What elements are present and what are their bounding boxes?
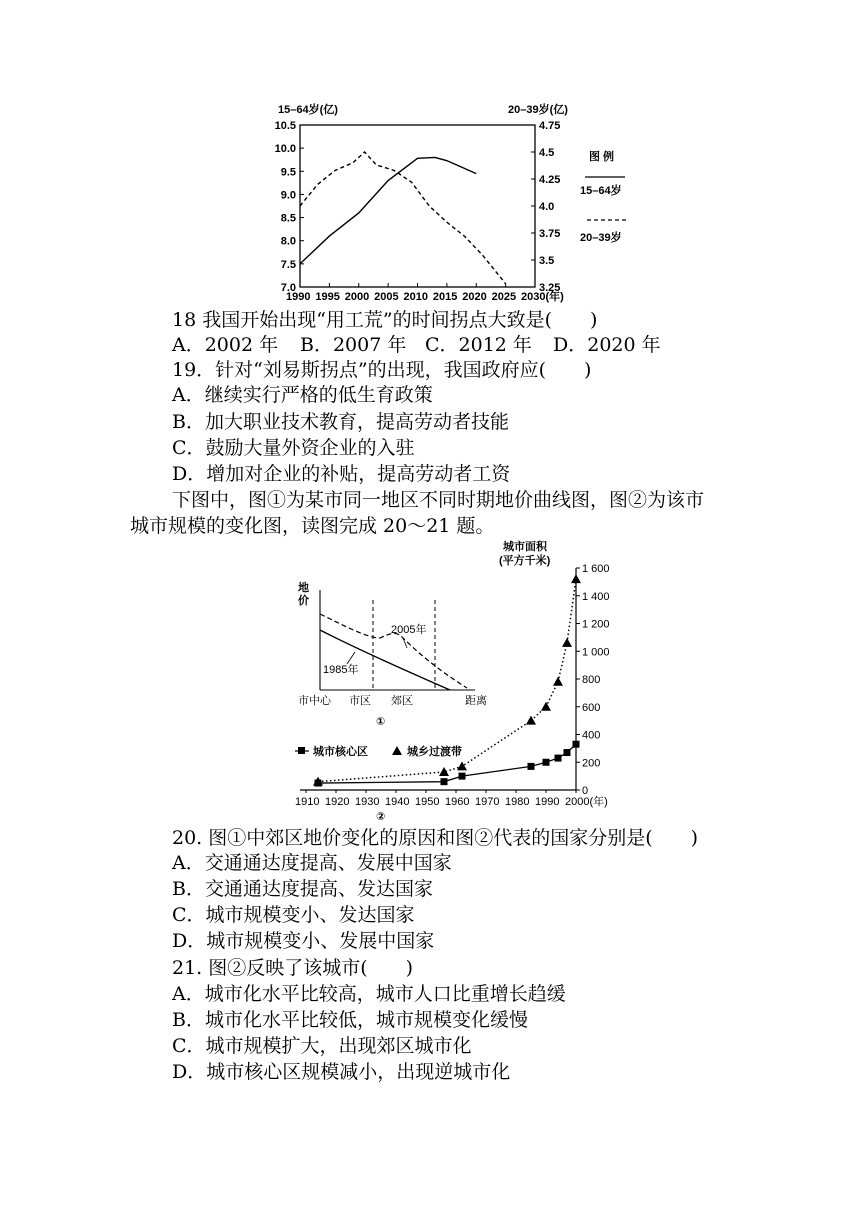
transition-point [541,702,551,711]
inset-y-label-2: 价 [298,595,309,607]
legend-core-label: 城市核心区 [313,746,368,758]
left-tick-label: 7.5 [280,258,296,271]
left-tick-label: 10.5 [274,120,296,132]
q18-options [172,333,661,357]
left-tick-label: 8.5 [280,212,296,225]
right-tick-label: 3.5 [539,255,555,267]
x-tick-label: 2020 [462,291,487,303]
core-point [555,755,562,762]
q19-option-b[interactable]: B．加大职业技术教育，提高劳动者技能 [172,411,509,433]
inset-x-label-center: 市中心 [298,695,331,707]
inset-y-label-1: 地 [298,582,309,594]
q20-stem: 20. 图①中郊区地价变化的原因和图②代表的国家分别是( ) [172,827,699,849]
series-15-64-line [300,157,476,263]
core-point [573,741,580,748]
y-tick-label: 1 200 [582,618,610,631]
q20-option-c[interactable]: C．城市规模变小、发达国家 [172,904,415,926]
y-tick-label: 400 [582,729,601,742]
inset-curve-1985 [320,630,450,690]
q21-stem: 21. 图②反映了该城市( ) [172,957,414,979]
y-tick-label: 200 [582,757,601,770]
x-tick-label: 1910 [295,796,320,808]
y-tick-label: 1 600 [582,563,610,575]
q21-option-c[interactable]: C．城市规模扩大，出现郊区城市化 [172,1035,472,1057]
inset-x-label-suburb: 郊区 [391,695,413,707]
y-tick-label: 1 400 [582,590,610,603]
left-tick-label: 7.0 [280,282,296,294]
left-axis-label: 15–64岁(亿) [278,104,338,116]
transition-point [457,761,467,770]
right-axis-label: 20–39岁(亿) [508,104,568,116]
y-tick-label: 1 000 [582,646,610,659]
y-tick-label: 800 [582,674,601,686]
q19-option-c[interactable]: C．鼓励大量外资企业的入驻 [172,437,415,459]
land-price-inset [298,580,487,728]
q19-stem: 19．针对“刘易斯拐点”的出现，我国政府应( ) [172,359,592,381]
q19-option-d[interactable]: D．增加对企业的补贴，提高劳动者工资 [172,463,511,485]
intro-line-2: 城市规模的变化图，读图完成 20～21 题。 [130,515,495,537]
right-tick-label: 3.25 [539,282,561,294]
q20-option-b[interactable]: B．交通通达度提高、发达国家 [172,878,433,900]
q18-option-a[interactable]: A．2002 年 [172,334,279,356]
right-tick-label: 4.0 [539,201,555,213]
figure-2-label: ② [376,811,386,823]
q21-option-a[interactable]: A．城市化水平比较高，城市人口比重增长趋缓 [172,983,566,1005]
core-point [441,778,448,785]
x-tick-label: 1960 [445,796,470,808]
transition-point [439,767,449,776]
legend-transition-triangle-icon [392,746,402,755]
legend-core-square-icon [298,747,305,754]
q18-option-c[interactable]: C．2012 年 [425,334,532,356]
core-point [543,759,550,766]
left-tick-label: 10.0 [274,143,296,156]
right-tick-label: 4.75 [539,120,561,132]
y-axis-label-line2: (平方千米) [499,555,551,567]
legend-title: 图 例 [589,151,615,163]
left-tick-label: 9.5 [280,166,296,179]
inset-leader-1985 [347,652,355,664]
x-tick-label: 1980 [505,796,530,808]
transition-point [571,574,581,583]
legend-item-15-64: 15–64岁 [580,185,622,197]
transition-point [562,638,572,647]
q18-option-d[interactable]: D．2020 年 [553,334,661,356]
left-tick-label: 9.0 [280,189,296,202]
x-tick-label: 2025 [491,291,517,303]
transition-point [553,677,563,686]
x-tick-label: 1940 [385,796,410,808]
y-tick-label: 600 [582,701,601,714]
x-tick-label: 2000(年) [565,796,608,808]
q20-option-a[interactable]: A．交通通达度提高、发展中国家 [172,852,452,874]
x-tick-label: 1990 [286,291,311,303]
city-area-chart [285,538,620,823]
y-axis-label-line1: 城市面积 [503,541,547,553]
legend-transition-label: 城乡过渡带 [407,746,462,758]
x-tick-label: 2000 [344,291,370,303]
q21-option-b[interactable]: B．城市化水平比较低，城市规模变化缓慢 [172,1009,528,1031]
right-tick-label: 4.25 [539,174,561,186]
q20-option-d[interactable]: D．城市规模变小、发展中国家 [172,930,435,952]
x-tick-label: 1990 [535,796,560,808]
q19-option-a[interactable]: A．继续实行严格的低生育政策 [172,384,433,406]
legend-item-20-39: 20–39岁 [580,232,622,244]
left-tick-label: 8.0 [280,235,296,248]
x-tick-label: 1995 [315,291,340,303]
q21-option-d[interactable]: D．城市核心区规模减小，出现逆城市化 [172,1061,511,1083]
core-point [528,763,535,770]
figure-1-label: ① [376,716,386,728]
inset-label-2005: 2005年 [391,624,427,636]
x-tick-label: 2005 [374,291,399,303]
x-tick-label: 1970 [475,796,500,808]
x-tick-label: 1930 [355,796,380,808]
right-tick-label: 3.75 [539,228,561,240]
x-tick-label: 2015 [432,291,458,303]
q18-stem: 18 我国开始出现“用工荒”的时间拐点大致是( ) [172,309,598,331]
population-chart [260,95,660,310]
core-point [564,749,571,756]
core-point [459,773,466,780]
right-tick-label: 4.5 [539,147,555,159]
q18-option-b[interactable]: B．2007 年 [300,334,407,356]
x-tick-label: 2030(年) [521,291,564,303]
x-tick-label: 1950 [415,796,440,808]
plot-frame [300,125,535,287]
series-20-39-line [300,152,506,284]
inset-label-1985: 1985年 [323,664,359,676]
intro-line-1: 下图中，图①为某市同一地区不同时期地价曲线图，图②为该市 [172,489,705,511]
y-tick-label: 0 [582,785,589,797]
x-tick-label: 1920 [325,796,350,808]
inset-x-label-distance: 距离 [465,695,487,707]
inset-x-label-urban: 市区 [349,695,371,707]
x-tick-label: 2010 [403,291,428,303]
